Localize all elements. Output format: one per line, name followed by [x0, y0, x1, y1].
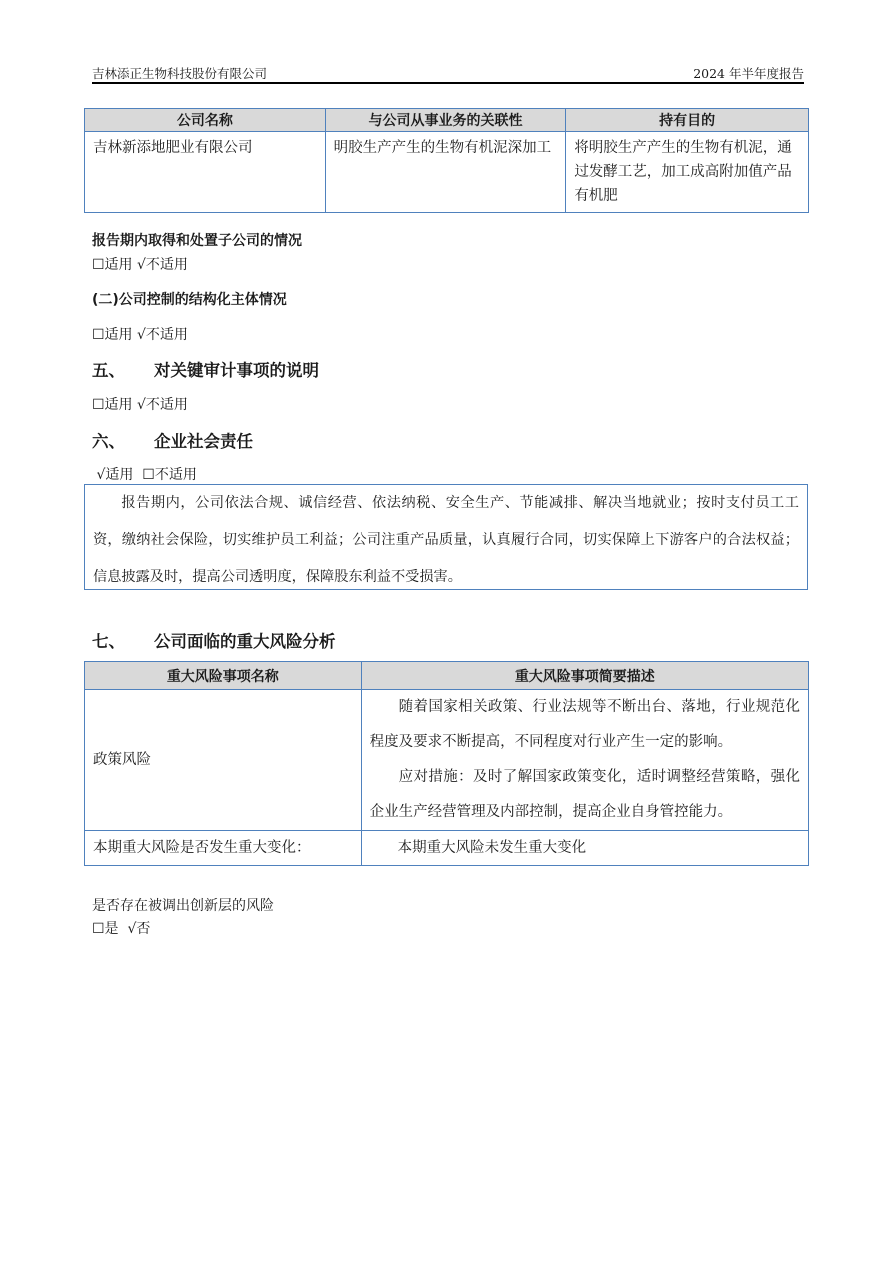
header-report-title: 2024 年半年度报告 [693, 66, 804, 81]
cell-change-value: 本期重大风险未发生重大变化 [361, 831, 808, 866]
section-5-option: ☐适用 √不适用 [92, 397, 188, 413]
section-7-title [92, 628, 336, 652]
risk-table [84, 661, 809, 866]
delist-question: 是否存在被调出创新层的风险 [92, 898, 274, 914]
page-header [92, 64, 804, 84]
section-5-text: 对关键审计事项的说明 [154, 361, 319, 380]
subsidiary-heading: 报告期内取得和处置子公司的情况 [92, 233, 302, 249]
col-header-purpose: 持有目的 [566, 109, 809, 132]
table-row [85, 831, 809, 866]
cell-risk-description [361, 690, 808, 831]
delist-option: ☐是 √否 [92, 921, 151, 937]
subsidiary-option: ☐适用 √不适用 [92, 257, 188, 273]
section-6-number: 六、 [92, 432, 125, 451]
csr-statement-box: 报告期内，公司依法合规、诚信经营、依法纳税、安全生产、节能减排、解决当地就业；按时支付员工工资，缴纳社会保险，切实维护员工利益；公司注重产品质量，认真履行合同，切实保障上下游客户的合法权益；信息披露及时，提高公司透明度，保障股东利益不受损害。 [84, 484, 808, 590]
cell-company-name: 吉林新添地肥业有限公司 [85, 132, 326, 213]
header-company: 吉林添正生物科技股份有限公司 [92, 66, 268, 81]
cell-risk-name: 政策风险 [85, 690, 362, 831]
cell-change-label: 本期重大风险是否发生重大变化： [85, 831, 362, 866]
section-6-option: √适用 ☐不适用 [92, 467, 197, 483]
section-7-text: 公司面临的重大风险分析 [154, 632, 336, 651]
section-6-title [92, 428, 253, 452]
risk-countermeasure-text: 应对措施：及时了解国家政策变化，适时调整经营策略，强化企业生产经营管理及内部控制，提高企业自身管控能力。 [369, 769, 800, 820]
table-row [85, 690, 809, 831]
cell-purpose: 将明胶生产产生的生物有机泥，通过发酵工艺，加工成高附加值产品有机肥 [566, 132, 809, 213]
subsidiary-purpose-table [84, 108, 809, 213]
section-5-title [92, 357, 319, 381]
structured-heading: (二)公司控制的结构化主体情况 [92, 292, 287, 308]
section-6-text: 企业社会责任 [154, 432, 253, 451]
structured-option: ☐适用 √不适用 [92, 327, 188, 343]
table-row [85, 132, 809, 213]
cell-relation: 明胶生产产生的生物有机泥深加工 [325, 132, 566, 213]
col-header-risk-desc: 重大风险事项简要描述 [361, 662, 808, 690]
col-header-company: 公司名称 [85, 109, 326, 132]
section-5-number: 五、 [92, 361, 125, 380]
section-7-number: 七、 [92, 632, 125, 651]
col-header-risk-name: 重大风险事项名称 [85, 662, 362, 690]
col-header-relation: 与公司从事业务的关联性 [325, 109, 566, 132]
risk-description-text: 随着国家相关政策、行业法规等不断出台、落地，行业规范化程度及要求不断提高，不同程度对行业产生一定的影响。 [369, 699, 800, 750]
